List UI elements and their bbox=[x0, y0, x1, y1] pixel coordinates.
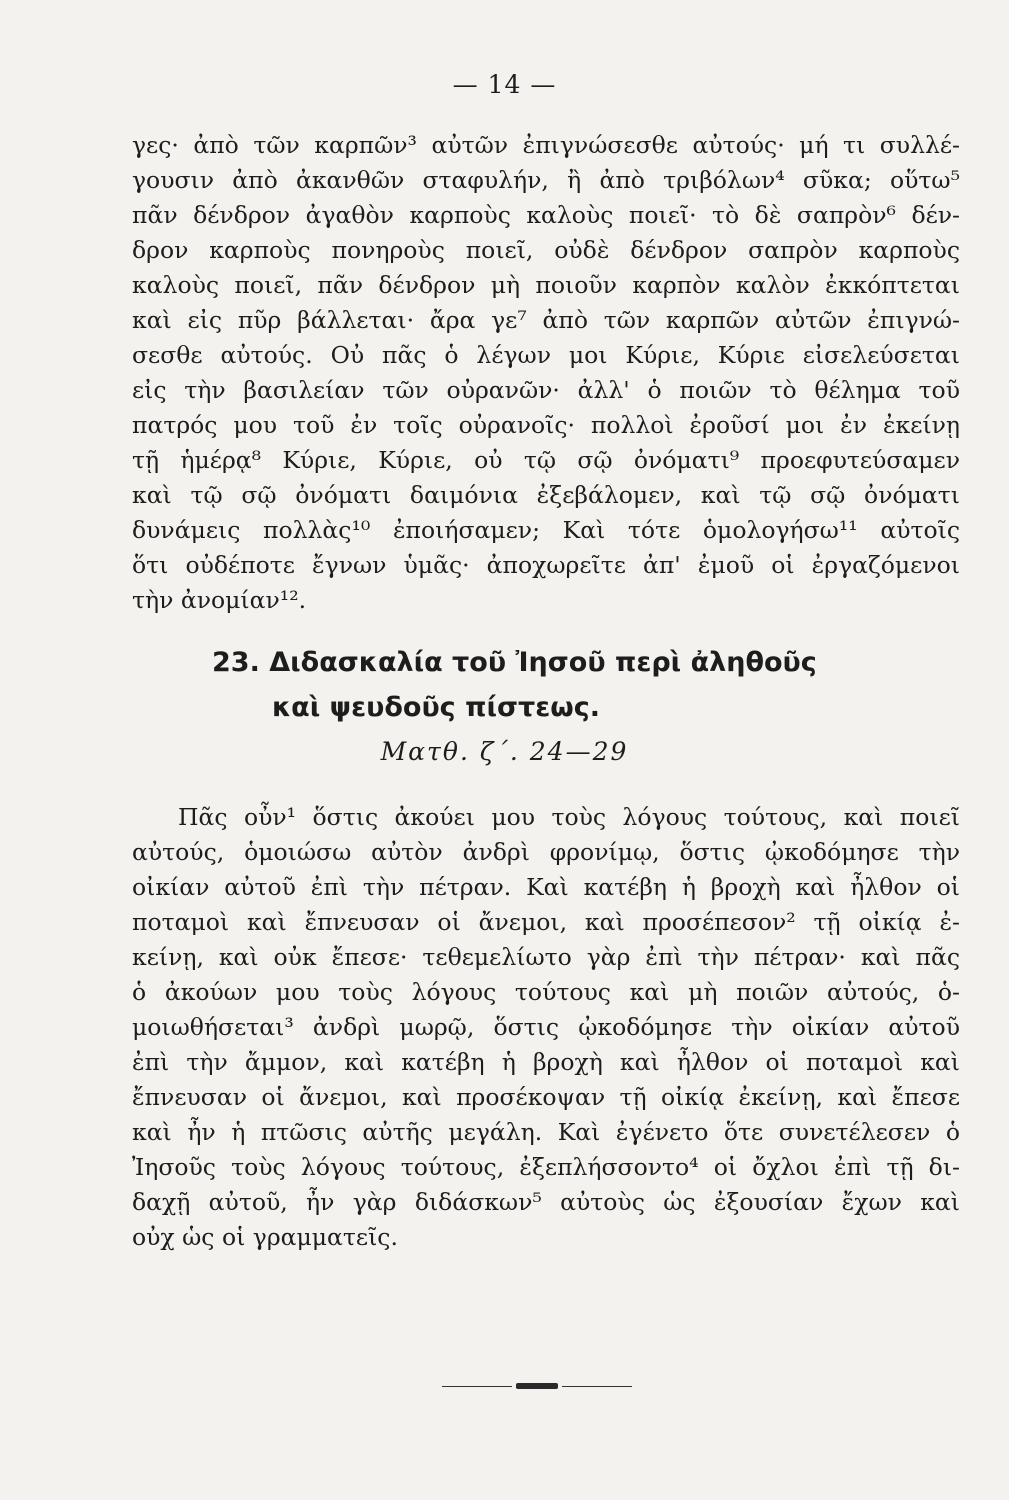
text-line: ὁ ἀκούων μου τοὺς λόγους τούτους καὶ μὴ ποιῶν αὐτούς, ὁ- bbox=[132, 978, 960, 1006]
text-line: καλοὺς ποιεῖ, πᾶν δένδρον μὴ ποιοῦν καρπὸν καλὸν ἐκκόπτεται bbox=[132, 271, 960, 299]
end-ornament bbox=[442, 1385, 632, 1389]
text-line: γουσιν ἀπὸ ἀκανθῶν σταφυλήν, ἢ ἀπὸ τριβόλων⁴ σῦκα; οὕτω⁵ bbox=[132, 166, 960, 194]
text-line: κείνῃ, καὶ οὐκ ἔπεσε· τεθεμελίωτο γὰρ ἐπὶ τὴν πέτραν· καὶ πᾶς bbox=[132, 943, 960, 971]
text-line: Ἰησοῦς τοὺς λόγους τούτους, ἐξεπλήσσοντο⁴ οἱ ὄχλοι ἐπὶ τῇ δι- bbox=[132, 1153, 960, 1181]
page-number: — 14 — bbox=[452, 70, 557, 99]
paragraph-2 bbox=[132, 800, 960, 1255]
ornament-mark bbox=[516, 1383, 558, 1389]
text-line: ποταμοὶ καὶ ἔπνευσαν οἱ ἄνεμοι, καὶ προσέπεσον² τῇ οἰκίᾳ ἐ- bbox=[132, 908, 960, 936]
text-line: δυνάμεις πολλὰς¹⁰ ἐποιήσαμεν; Καὶ τότε ὁμολογήσω¹¹ αὐτοῖς bbox=[132, 516, 960, 544]
heading-line-2: καὶ ψευδοῦς πίστεως. bbox=[272, 692, 600, 723]
text-line: καὶ εἰς πῦρ βάλλεται· ἄρα γε⁷ ἀπὸ τῶν καρπῶν αὐτῶν ἐπιγνώ- bbox=[132, 306, 960, 334]
ornament-rule-right bbox=[562, 1386, 632, 1387]
text-line: τῇ ἡμέρᾳ⁸ Κύριε, Κύριε, οὐ τῷ σῷ ὀνόματι⁹ προεφυτεύσαμεν bbox=[132, 446, 960, 474]
text-line: πατρός μου τοῦ ἐν τοῖς οὐρανοῖς· πολλοὶ ἐροῦσί μοι ἐν ἐκείνῃ bbox=[132, 411, 960, 439]
heading-line-1: 23. Διδασκαλία τοῦ Ἰησοῦ περὶ ἀληθοῦς bbox=[212, 647, 817, 678]
text-line: ἐπὶ τὴν ἄμμον, καὶ κατέβη ἡ βροχὴ καὶ ἦλθον οἱ ποταμοὶ καὶ bbox=[132, 1048, 960, 1076]
section-heading bbox=[132, 640, 960, 730]
text-line: ὅτι οὐδέποτε ἔγνων ὑμᾶς· ἀποχωρεῖτε ἀπ' ἐμοῦ οἱ ἐργαζόμενοι bbox=[132, 551, 960, 579]
text-line: οἰκίαν αὐτοῦ ἐπὶ τὴν πέτραν. Καὶ κατέβη ἡ βροχὴ καὶ ἦλθον οἱ bbox=[132, 873, 960, 901]
text-line: δαχῇ αὐτοῦ, ἦν γὰρ διδάσκων⁵ αὐτοὺς ὡς ἐξουσίαν ἔχων καὶ bbox=[132, 1188, 960, 1216]
text-line: αὐτούς, ὁμοιώσω αὐτὸν ἀνδρὶ φρονίμῳ, ὅστις ᾠκοδόμησε τὴν bbox=[132, 838, 960, 866]
ornament-rule-left bbox=[442, 1386, 512, 1387]
text-line: γες· ἀπὸ τῶν καρπῶν³ αὐτῶν ἐπιγνώσεσθε αὐτούς· μή τι συλλέ- bbox=[132, 131, 960, 159]
text-line: καὶ ἦν ἡ πτῶσις αὐτῆς μεγάλη. Καὶ ἐγένετο ὅτε συνετέλεσεν ὁ bbox=[132, 1118, 960, 1146]
text-line: πᾶν δένδρον ἀγαθὸν καρποὺς καλοὺς ποιεῖ· τὸ δὲ σαπρὸν⁶ δέν- bbox=[132, 201, 960, 229]
text-line: οὐχ ὡς οἱ γραμματεῖς. bbox=[132, 1223, 398, 1251]
text-line: σεσθε αὐτούς. Οὐ πᾶς ὁ λέγων μοι Κύριε, Κύριε εἰσελεύσεται bbox=[132, 341, 960, 369]
text-line: τὴν ἀνομίαν¹². bbox=[132, 586, 307, 614]
text-line: μοιωθήσεται³ ἀνδρὶ μωρῷ, ὅστις ᾠκοδόμησε τὴν οἰκίαν αὐτοῦ bbox=[132, 1013, 960, 1041]
text-line: καὶ τῷ σῷ ὀνόματι δαιμόνια ἐξεβάλομεν, καὶ τῷ σῷ ὀνόματι bbox=[132, 481, 960, 509]
text-line: δρον καρποὺς πονηροὺς ποιεῖ, οὐδὲ δένδρον σαπρὸν καρποὺς bbox=[132, 236, 960, 264]
scripture-reference: Ματθ. ζ΄. 24—29 bbox=[380, 737, 629, 766]
text-line: ἔπνευσαν οἱ ἄνεμοι, καὶ προσέκοψαν τῇ οἰκίᾳ ἐκείνῃ, καὶ ἔπεσε bbox=[132, 1083, 960, 1111]
paragraph-1 bbox=[132, 128, 960, 618]
text-line: Πᾶς οὖν¹ ὅστις ἀκούει μου τοὺς λόγους τούτους, καὶ ποιεῖ bbox=[178, 803, 960, 831]
text-line: εἰς τὴν βασιλείαν τῶν οὐρανῶν· ἀλλ' ὁ ποιῶν τὸ θέλημα τοῦ bbox=[132, 376, 960, 404]
